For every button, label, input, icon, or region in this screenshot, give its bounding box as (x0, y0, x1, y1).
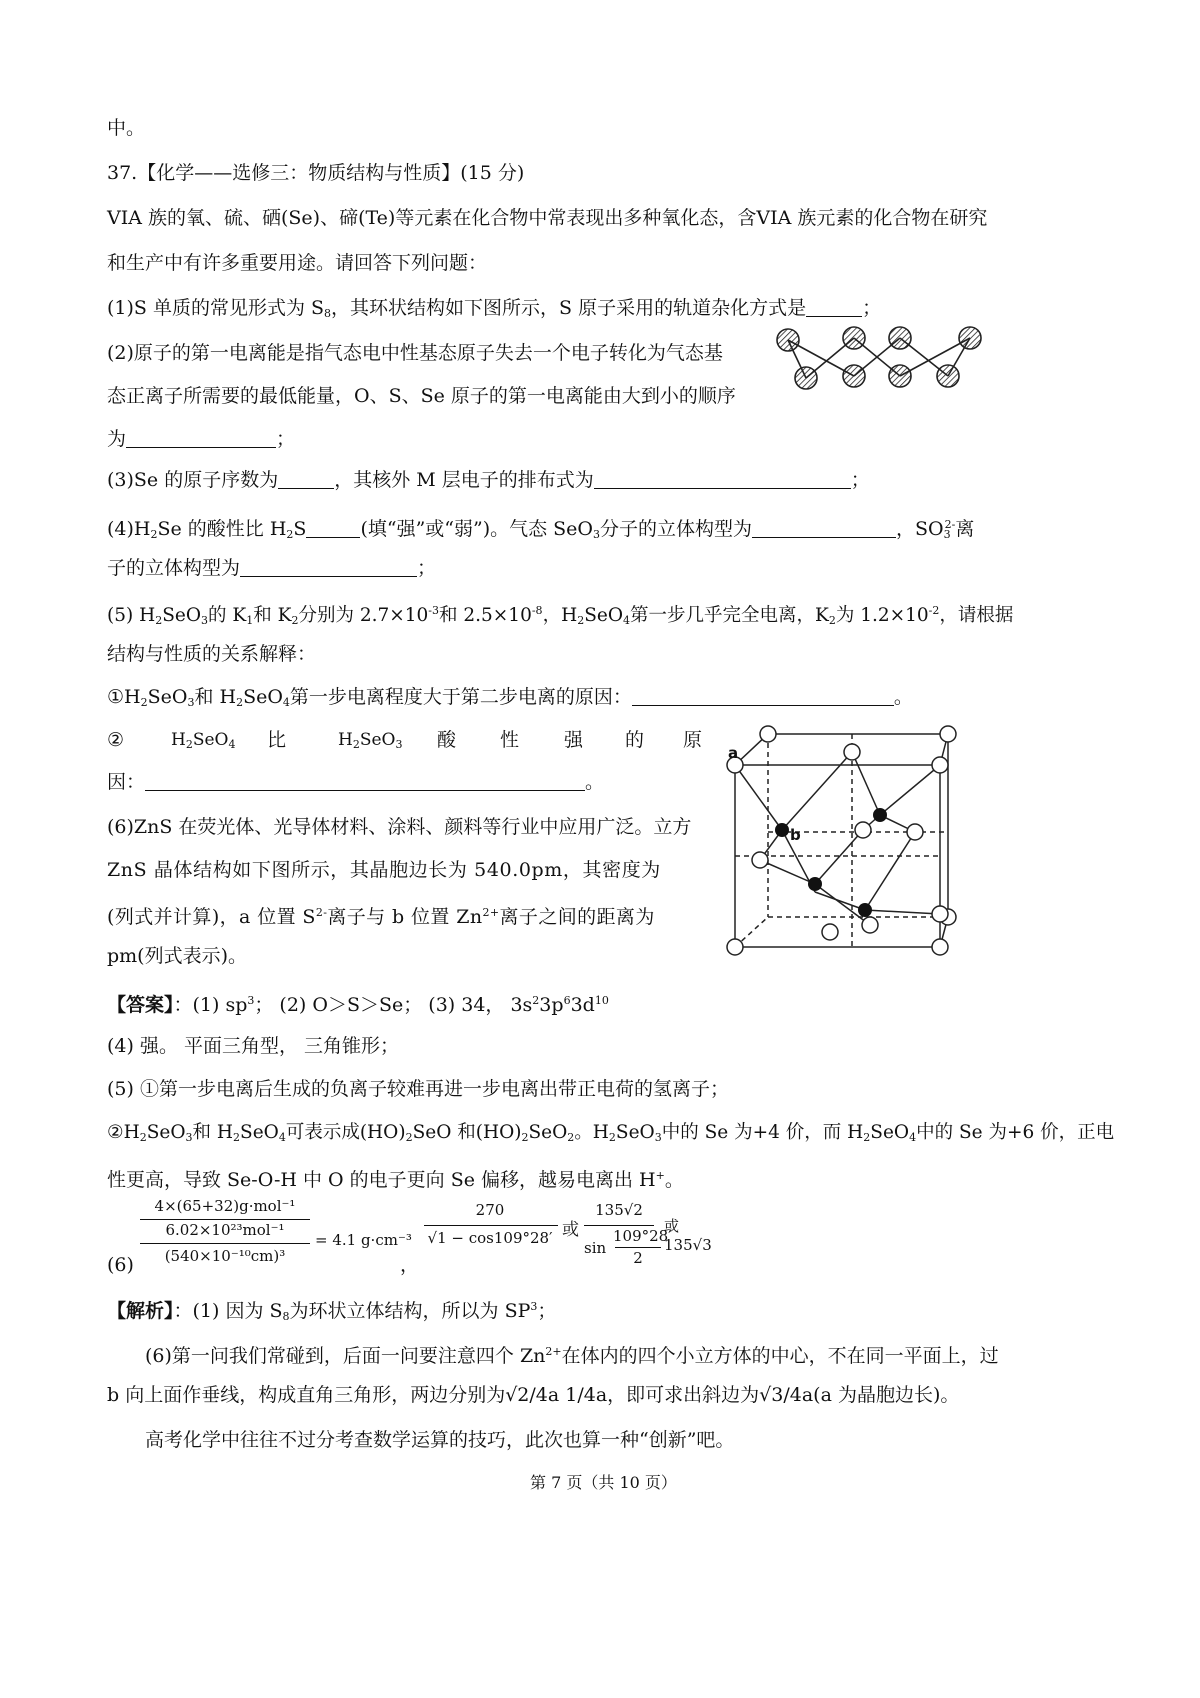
page-footer: 第 7 页（共 10 页） (530, 1473, 677, 1492)
s-ion (932, 757, 948, 773)
s-ion (844, 744, 860, 760)
label-a: a (728, 744, 739, 762)
zn-ion (775, 823, 789, 837)
s-atom (795, 367, 817, 389)
s-ion (752, 852, 768, 868)
text-line: pm(列式表示)。 (107, 945, 248, 967)
text-word: 的 (625, 729, 645, 751)
formula-numerator: 135√2 (595, 1201, 643, 1219)
sub-question-5-2: ② (107, 729, 125, 751)
text-word: $H_2SeO_3$ (338, 730, 403, 751)
s-ion (932, 906, 948, 922)
analysis-line: 【解析】：(1) 因为 $S_8$为环状立体结构，所以为 $SP^3$； (107, 1300, 557, 1323)
analysis-line: b 向上面作垂线，构成直角三角形，两边分别为√2/4a 1/4a，即可求出斜边为√3/4a(a 为晶胞边长)。 (107, 1384, 960, 1406)
formula-numerator: 270 (475, 1201, 505, 1219)
comma: ， (400, 1254, 420, 1276)
text-word: 比 (267, 729, 287, 751)
s-ion (940, 726, 956, 742)
text-line: 子的立体构型为 ； (107, 557, 437, 579)
text-line: ZnS 晶体结构如下图所示，其晶胞边长为 540.0pm，其密度为 (107, 859, 661, 881)
text-line: (列式并计算)，a 位置 $S^{2-}$离子与 b 位置 $Zn^{2+}$离子之间的距离为 (107, 906, 655, 928)
formula-middle: 6.02×10²³mol⁻¹ (165, 1221, 285, 1239)
s-atom (889, 327, 911, 349)
text-line: VIA 族的氧、硫、硒(Se)、碲(Te)等元素在化合物中常表现出多种氧化态，含VIA 族元素的化合物在研究 (107, 207, 988, 229)
text-word: $H_2SeO_4$ (171, 730, 236, 751)
formula-angle: 109°28′ (613, 1227, 672, 1245)
zn-ion (808, 877, 822, 891)
s-ion (727, 939, 743, 955)
text-word: 强 (564, 729, 584, 751)
s-ion (760, 726, 776, 742)
text-line: 和生产中有许多重要用途。请回答下列问题： (107, 252, 488, 274)
text-line: 结构与性质的关系解释： (107, 643, 317, 665)
answer-line: 性更高，导致 Se-O-H 中 O 的电子更向 Se 偏移，越易电离出 H+。 (107, 1169, 684, 1191)
density-formula (140, 1197, 420, 1277)
sub-question-6: (6)ZnS 在荧光体、光导体材料、涂料、颜料等行业中应用广泛。立方 (107, 816, 692, 838)
sub-question-2: (2)原子的第一电离能是指气态电中性基态原子失去一个电子转化为气态基 (107, 342, 723, 364)
formula-denominator: √1 − cos109°28′ (427, 1229, 553, 1247)
text-line: 为 ； (107, 428, 296, 450)
answer-line: (5) ①第一步电离后生成的负离子较难再进一步电离出带正电荷的氢离子； (107, 1078, 729, 1100)
distance-formula (420, 1197, 720, 1277)
sub-question-1: (1)S 单质的常见形式为 $S_8$，其环状结构如下图所示，S 原子采用的轨道杂化方式是 ； (107, 297, 882, 320)
answer-line: 【答案】：(1) $sp^3$； (2) O＞S＞Se； (3) 34， $3s^23p^63d^{10}$ (107, 994, 609, 1016)
s-ion (862, 917, 878, 933)
s-atom (889, 365, 911, 387)
s-ion (855, 822, 871, 838)
s-atom (937, 365, 959, 387)
sub-question-5: (5) $H_2SeO_3$的 $K_1$和 $K_2$分别为 $2.7\times 10^{-3}$和 $2.5\times 10^{-8}$，$H_2SeO_4$第一步几乎完全电离，$K_2$为 $1.2\times 10^{-2}$，请根据 (107, 604, 1014, 627)
formula-denominator: (540×10⁻¹⁰cm)³ (164, 1247, 286, 1265)
s8-ring-figure (760, 322, 1010, 394)
s-ion (822, 924, 838, 940)
s-atom (777, 329, 799, 351)
analysis-line: (6)第一问我们常碰到，后面一问要注意四个 $Zn^{2+}$在体内的四个小立方体的中心，不在同一平面上，过 (145, 1345, 999, 1367)
formula-result: = 4.1 g·cm⁻³ (315, 1231, 412, 1249)
formula-or: 或 (562, 1220, 579, 1240)
s-atom (843, 365, 865, 387)
text-word: 酸 (437, 729, 457, 751)
answer-label-6: (6) (107, 1254, 134, 1276)
formula-sin: sin (584, 1239, 607, 1257)
label-b: b (790, 826, 801, 844)
question-heading: 37.【化学——选修三：物质结构与性质】(15 分) (107, 162, 525, 184)
text-line: 态正离子所需要的最低能量，O、S、Se 原子的第一电离能由大到小的顺序 (107, 385, 736, 407)
sub-question-4: $(4)H_2Se$ 的酸性比 $H_2S$ (填“强”或“弱”)。气态 SeO$_3$分子的立体构型为 ，$SO_3^{2-}$离 (107, 518, 975, 541)
s-atom (843, 327, 865, 349)
formula-numerator: 4×(65+32)g·mol⁻¹ (154, 1197, 296, 1215)
sub-question-3: (3)Se 的原子序数为 ，其核外 M 层电子的排布式为 ； (107, 469, 870, 491)
answer-line: (4) 强。 平面三角型， 三角锥形； (107, 1035, 400, 1057)
zns-unit-cell-figure (720, 722, 970, 967)
zn-ion (858, 903, 872, 917)
s-ion (907, 824, 923, 840)
answer-line: $②H_2SeO_3$和 $H_2SeO_4$可表示成$(HO)_2SeO$ 和$(HO)_2SeO_2$。$H_2SeO_3$中的 Se 为+4 价，而 $H_2SeO_4$中的 Se 为+6 价，正电 (107, 1122, 1115, 1144)
s-ion (932, 939, 948, 955)
formula-or: 或135√3 (664, 1217, 712, 1254)
text-word: 性 (500, 729, 520, 751)
text-word: 原 (683, 729, 703, 751)
analysis-line: 高考化学中往往不过分考查数学运算的技巧，此次也算一种“创新”吧。 (145, 1429, 735, 1451)
text-line: 因： 。 (107, 771, 605, 793)
text-line: 中。 (107, 117, 146, 139)
zn-ion (873, 808, 887, 822)
s-atom (959, 327, 981, 349)
formula-two: 2 (633, 1249, 643, 1267)
sub-question-5-1: $①H_2SeO_3$和 $H_2SeO_4$第一步电离程度大于第二步电离的原因： 。 (107, 686, 913, 709)
